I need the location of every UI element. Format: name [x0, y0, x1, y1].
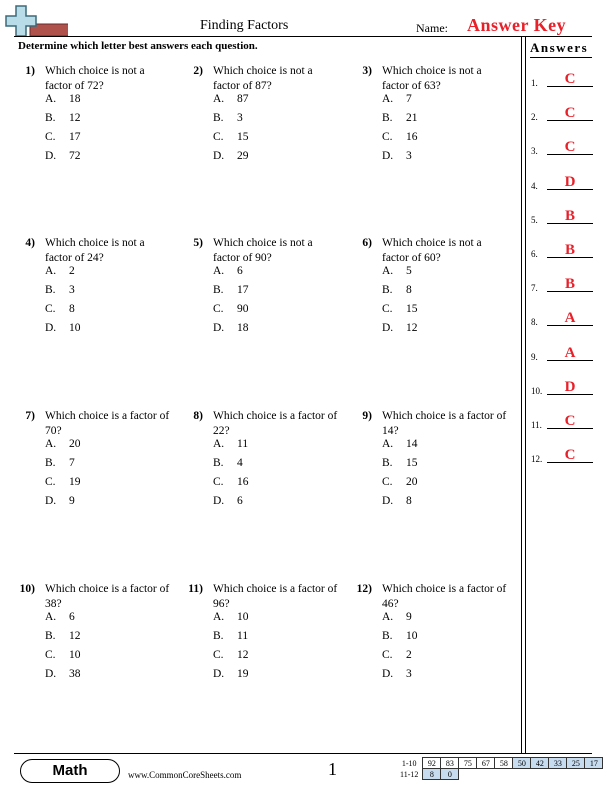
question-number: 10)	[19, 583, 35, 595]
score-row-label: 11-12	[400, 769, 419, 779]
option-value: 7	[69, 457, 75, 469]
option-letter: C.	[382, 131, 393, 143]
option-value: 2	[69, 265, 75, 277]
option-letter: A.	[213, 611, 225, 623]
option-value: 14	[406, 438, 418, 450]
answer-number: 11.	[531, 420, 542, 430]
question-number: 7)	[25, 410, 35, 422]
option-letter: C.	[382, 303, 393, 315]
option-value: 9	[406, 611, 412, 623]
question-text: Which choice is a factor of 96?	[213, 583, 338, 610]
option-letter: D.	[382, 495, 394, 507]
question-number: 9)	[362, 410, 372, 422]
answer-row	[531, 309, 593, 327]
option-letter: C.	[213, 303, 224, 315]
answer-row	[531, 70, 593, 88]
option-value: 15	[406, 457, 418, 469]
option-value: 15	[406, 303, 418, 315]
option-letter: C.	[45, 131, 56, 143]
answer-value: A	[564, 344, 576, 361]
option-value: 8	[406, 495, 412, 507]
option-value: 29	[237, 150, 249, 162]
score-cell: 92	[423, 758, 441, 769]
option-value: 16	[406, 131, 418, 143]
option-value: 10	[237, 611, 249, 623]
option-letter: C.	[382, 476, 393, 488]
option-value: 3	[237, 112, 243, 124]
option-value: 10	[69, 649, 81, 661]
option-letter: D.	[213, 668, 225, 680]
answer-row	[531, 241, 593, 259]
option-letter: C.	[213, 649, 224, 661]
option-value: 9	[69, 495, 75, 507]
option-value: 17	[69, 131, 81, 143]
answer-number: 7.	[531, 283, 538, 294]
score-cell: 25	[567, 758, 585, 769]
instructions: Determine which letter best answers each question.	[18, 40, 258, 52]
option-value: 10	[69, 322, 81, 334]
option-letter: B.	[382, 630, 393, 642]
subject-badge: Math	[20, 759, 120, 783]
option-letter: A.	[213, 438, 225, 450]
question-number: 5)	[193, 237, 203, 249]
answer-value: C	[564, 105, 576, 122]
answer-number: 3.	[531, 146, 538, 157]
option-value: 19	[237, 668, 249, 680]
answer-value: C	[564, 71, 576, 87]
answer-number: 1.	[531, 78, 538, 88]
option-letter: D.	[213, 322, 225, 334]
question-number: 4)	[25, 237, 35, 249]
option-value: 3	[406, 668, 412, 680]
answer-row	[531, 412, 593, 430]
answer-number: 5.	[531, 214, 538, 225]
option-letter: B.	[45, 457, 56, 469]
option-letter: D.	[45, 495, 57, 507]
option-letter: A.	[382, 438, 394, 450]
score-cell: 58	[495, 758, 513, 769]
option-value: 12	[69, 630, 81, 642]
option-value: 10	[406, 630, 418, 642]
question-text: Which choice is not a factor of 63?	[382, 65, 482, 92]
option-letter: B.	[382, 112, 393, 124]
question-text: Which choice is a factor of 14?	[382, 410, 507, 437]
option-letter: C.	[213, 131, 224, 143]
option-value: 6	[237, 265, 243, 277]
option-value: 11	[237, 630, 249, 642]
answer-value: B	[564, 207, 575, 224]
answer-value: D	[564, 378, 576, 395]
option-value: 18	[237, 322, 249, 334]
option-letter: D.	[382, 322, 394, 334]
answer-number: 12.	[531, 454, 543, 465]
question-number: 12)	[356, 583, 372, 595]
plus-logo-icon	[4, 4, 68, 36]
option-letter: D.	[45, 668, 57, 680]
option-letter: C.	[45, 476, 56, 488]
name-label: Name:	[416, 21, 448, 35]
option-letter: D.	[213, 495, 225, 507]
option-value: 6	[237, 495, 243, 507]
answer-row	[531, 275, 593, 293]
option-value: 5	[406, 265, 412, 277]
option-letter: B.	[213, 630, 224, 642]
option-letter: B.	[213, 284, 224, 296]
question-text: Which choice is a factor of 46?	[382, 583, 507, 610]
answer-row	[531, 446, 593, 464]
option-value: 38	[69, 668, 81, 680]
answer-number: 10.	[531, 385, 543, 396]
answer-value: B	[564, 242, 575, 258]
question-number: 3)	[362, 65, 372, 77]
option-value: 72	[69, 150, 81, 162]
header-divider	[14, 36, 592, 37]
answer-value: B	[564, 276, 575, 293]
answer-number: 4.	[531, 180, 538, 191]
option-letter: A.	[213, 93, 225, 105]
option-value: 3	[406, 150, 412, 162]
option-value: 90	[237, 303, 249, 315]
answer-row	[531, 378, 593, 396]
option-value: 8	[406, 284, 412, 296]
option-letter: A.	[382, 611, 394, 623]
answer-value: A	[564, 310, 576, 327]
option-value: 7	[406, 93, 412, 105]
option-letter: B.	[45, 284, 56, 296]
answers-divider-left	[521, 36, 522, 753]
answer-value: C	[564, 447, 576, 464]
answer-row	[531, 104, 593, 122]
page-title: Finding Factors	[200, 18, 289, 33]
option-value: 12	[237, 649, 249, 661]
score-cell: 42	[531, 758, 549, 769]
option-letter: C.	[213, 476, 224, 488]
option-letter: A.	[45, 93, 57, 105]
question-text: Which choice is a factor of 70?	[45, 410, 170, 437]
option-value: 3	[69, 284, 75, 296]
option-value: 20	[406, 476, 418, 488]
option-letter: A.	[45, 611, 57, 623]
answers-title: Answers	[530, 40, 589, 55]
option-value: 12	[69, 112, 81, 124]
option-value: 15	[237, 131, 249, 143]
option-letter: A.	[45, 265, 57, 277]
option-letter: B.	[45, 630, 56, 642]
option-letter: A.	[45, 438, 57, 450]
option-value: 20	[69, 438, 81, 450]
score-cell: 8	[423, 769, 441, 780]
score-cell: 67	[477, 758, 495, 769]
option-letter: A.	[382, 265, 394, 277]
answer-value: D	[564, 173, 576, 190]
option-letter: A.	[213, 265, 225, 277]
option-value: 17	[237, 284, 249, 296]
score-row-label: 1-10	[401, 758, 417, 768]
option-letter: D.	[45, 322, 57, 334]
option-letter: B.	[382, 284, 393, 296]
answer-number: 9.	[531, 351, 538, 362]
question-text: Which choice is not a factor of 60?	[382, 237, 482, 264]
option-letter: B.	[382, 457, 393, 469]
option-letter: D.	[382, 668, 394, 680]
option-letter: D.	[45, 150, 57, 162]
answer-number: 6.	[531, 249, 538, 259]
score-cell: 0	[441, 769, 459, 780]
question-number: 11)	[188, 583, 203, 595]
page-number: 1	[328, 759, 337, 779]
option-letter: C.	[45, 303, 56, 315]
option-letter: B.	[45, 112, 56, 124]
answers-divider-right	[525, 36, 526, 753]
answer-key-label: Answer Key	[467, 15, 567, 35]
question-text: Which choice is not a factor of 72?	[45, 65, 145, 92]
score-row	[398, 769, 603, 780]
answer-row	[531, 138, 593, 156]
option-value: 16	[237, 476, 249, 488]
option-letter: D.	[213, 150, 225, 162]
option-value: 87	[237, 93, 249, 105]
answer-value: C	[564, 413, 576, 429]
option-value: 11	[237, 438, 249, 450]
answers-title-underline	[530, 57, 592, 58]
question-text: Which choice is not a factor of 24?	[45, 237, 145, 264]
question-number: 1)	[25, 65, 35, 77]
score-cell: 17	[585, 758, 603, 769]
question-number: 8)	[193, 410, 203, 422]
website-link[interactable]: www.CommonCoreSheets.com	[128, 770, 242, 780]
question-text: Which choice is not a factor of 87?	[213, 65, 313, 92]
option-value: 19	[69, 476, 81, 488]
answer-row	[531, 173, 593, 191]
option-value: 12	[406, 322, 418, 334]
question-text: Which choice is a factor of 38?	[45, 583, 170, 610]
option-letter: C.	[45, 649, 56, 661]
option-value: 8	[69, 303, 75, 315]
footer-divider	[14, 753, 592, 754]
option-value: 4	[237, 457, 243, 469]
answer-number: 8.	[531, 317, 538, 328]
option-value: 18	[69, 93, 81, 105]
score-cell: 83	[441, 758, 459, 769]
score-cell: 50	[513, 758, 531, 769]
question-number: 6)	[362, 237, 372, 249]
option-value: 6	[69, 611, 75, 623]
option-letter: D.	[382, 150, 394, 162]
option-value: 21	[406, 112, 418, 124]
option-letter: B.	[213, 112, 224, 124]
option-letter: C.	[382, 649, 393, 661]
question-text: Which choice is not a factor of 90?	[213, 237, 313, 264]
question-text: Which choice is a factor of 22?	[213, 410, 338, 437]
answer-row	[531, 207, 593, 225]
score-table	[398, 757, 603, 780]
option-value: 2	[406, 649, 412, 661]
score-cell: 75	[459, 758, 477, 769]
answer-value: C	[564, 139, 576, 156]
option-letter: A.	[382, 93, 394, 105]
question-number: 2)	[193, 65, 203, 77]
score-row	[398, 758, 603, 769]
answer-number: 2.	[531, 112, 538, 123]
answer-row	[531, 344, 593, 362]
option-letter: B.	[213, 457, 224, 469]
score-cell: 33	[549, 758, 567, 769]
